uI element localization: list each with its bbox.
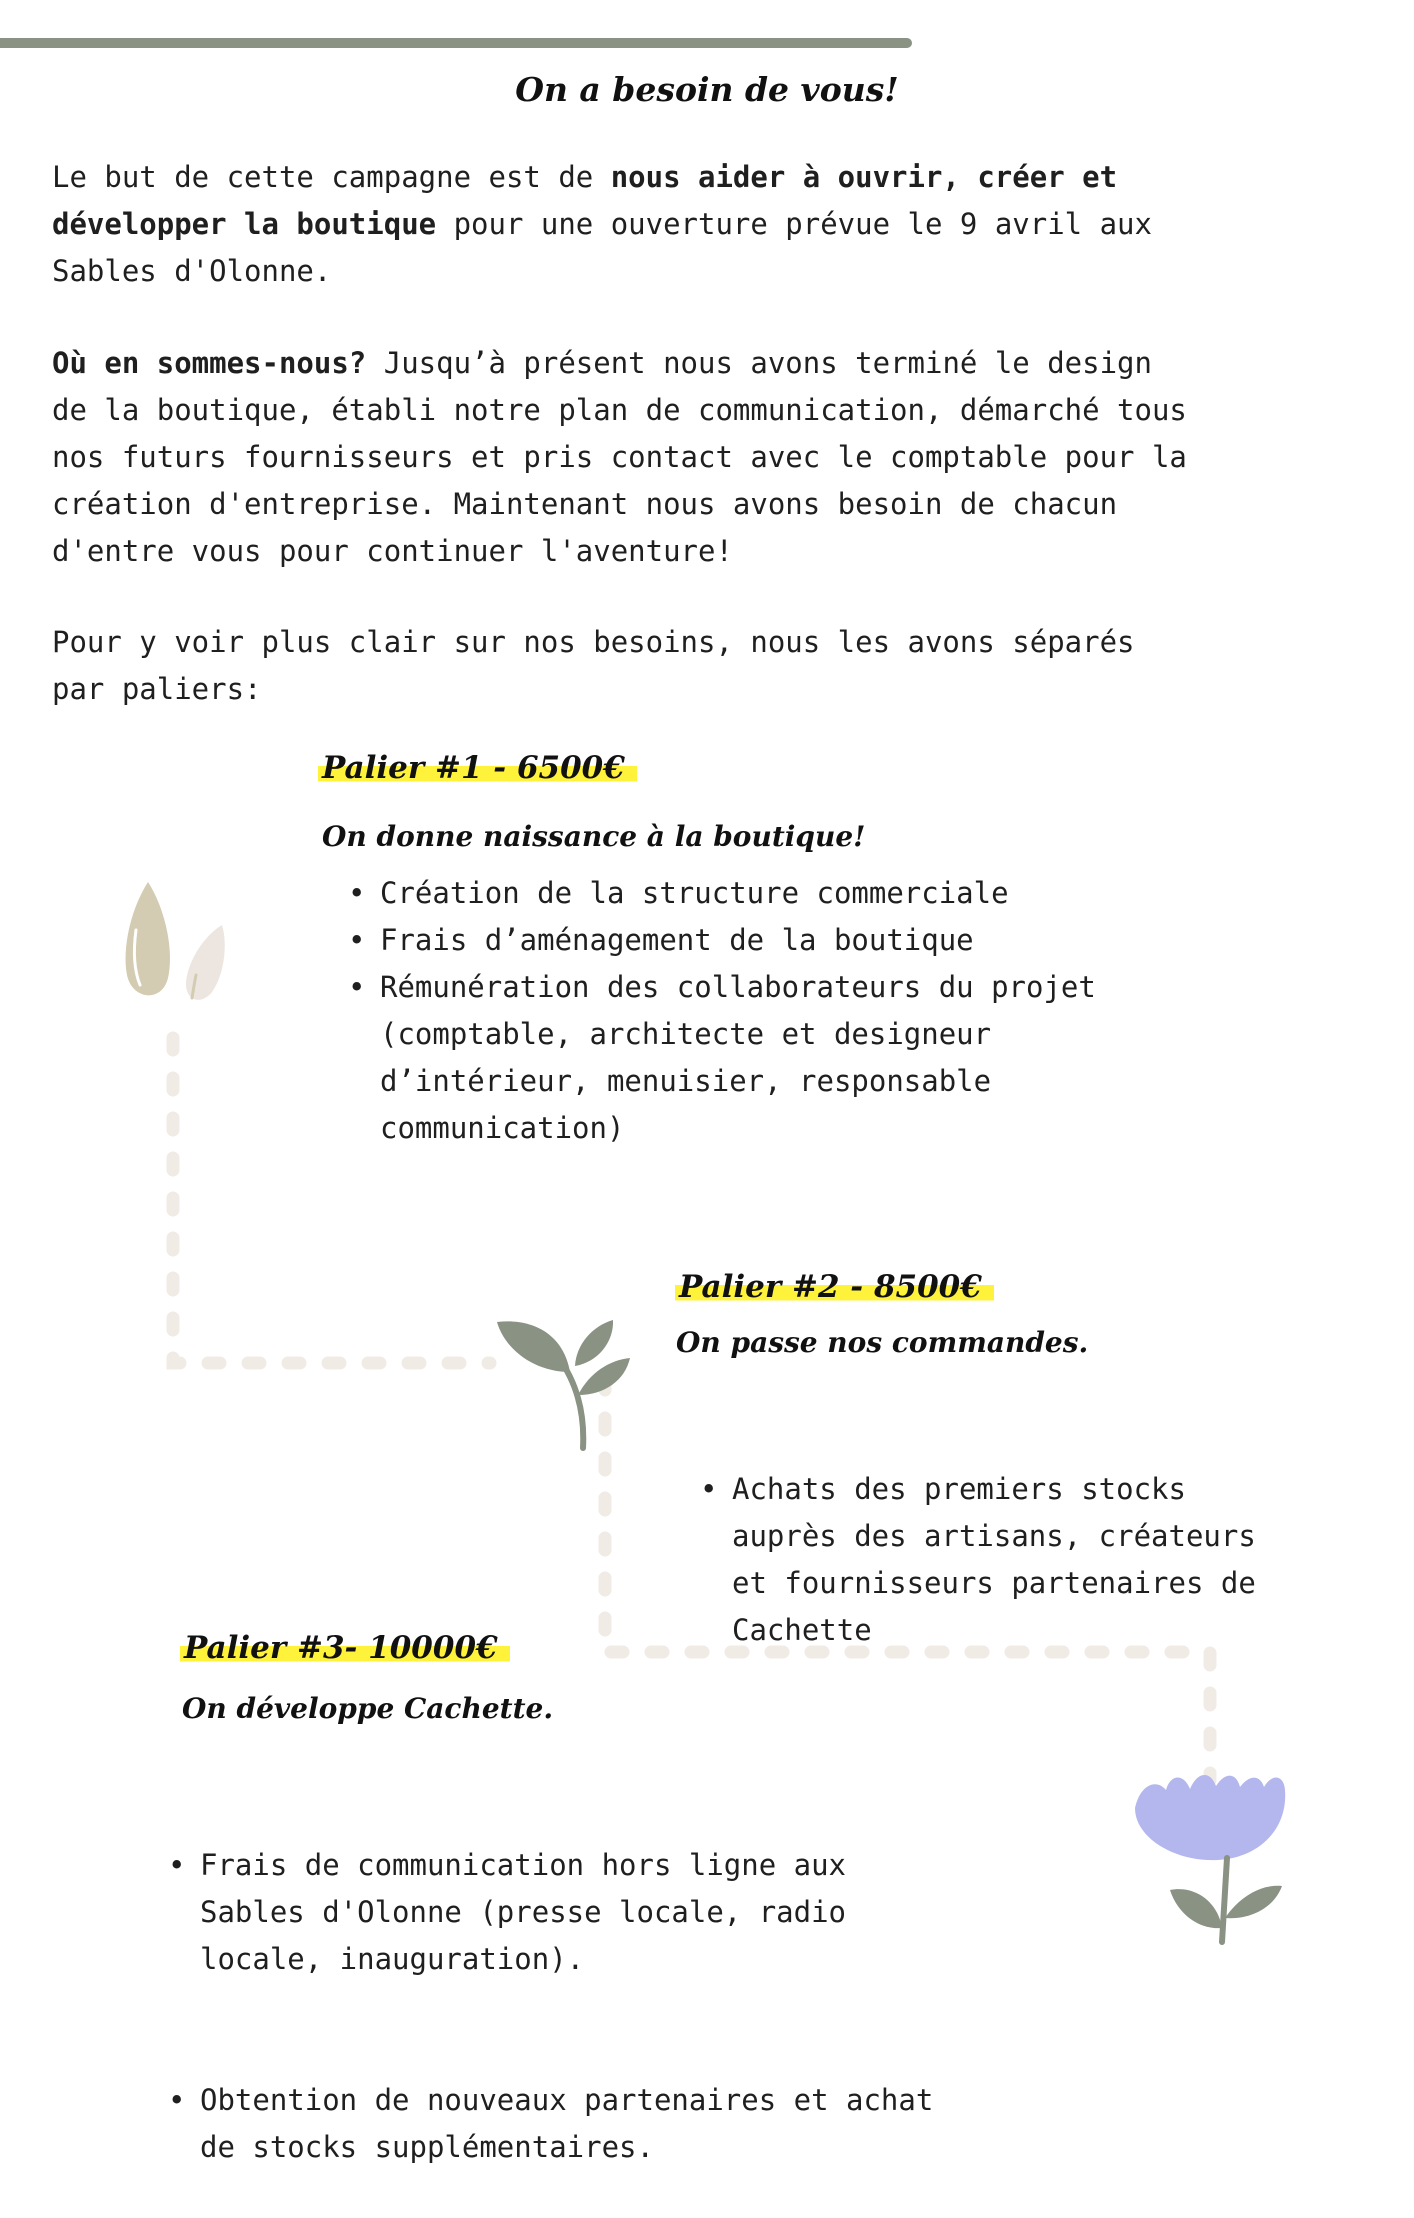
flower-icon (1135, 1775, 1285, 1942)
list-item (698, 1466, 1388, 1654)
list-item (346, 870, 1356, 917)
intro-text-2: pour une ouverture prévue le 9 avril aux Sables d'Olonne. (52, 207, 1152, 288)
needs-paragraph: Pour y voir plus clair sur nos besoins, nous les avons séparés par paliers: (52, 625, 1135, 706)
tier-1-title (318, 750, 637, 786)
tier-3-list (166, 1748, 1066, 2218)
tier-2-title-text: Palier #2 - 8500€ (675, 1269, 994, 1305)
list-item-text: Frais de communication hors ligne aux Sables d'Olonne (presse locale, radio locale, inauguration). (200, 1848, 847, 1976)
tier-3-title (180, 1630, 510, 1666)
list-item-text: Frais d’aménagement de la boutique (380, 923, 974, 957)
tier-3-title-text: Palier #3- 10000€ (180, 1630, 510, 1666)
list-item (346, 964, 1356, 1152)
seed-icon (126, 882, 225, 1000)
list-item-text: Achats des premiers stocks auprès des artisans, créateurs et fournisseurs partenaires de Cachette (732, 1472, 1256, 1647)
tier-2-subtitle: On passe nos commandes. (676, 1326, 1089, 1359)
list-item-text: Obtention de nouveaux partenaires et achat de stocks supplémentaires. (200, 2083, 934, 2164)
list-item (166, 1842, 1066, 1983)
tier-2-title (675, 1269, 994, 1305)
tier-2-list (698, 1372, 1388, 1701)
list-item-text: Rémunération des collaborateurs du projet (comptable, architecte et designeur d’intérieur, menuisier, responsable communication) (380, 970, 1096, 1145)
list-item (166, 2077, 1066, 2171)
tier-1-title-text: Palier #1 - 6500€ (318, 750, 637, 786)
intro-text-1: Le but de cette campagne est de (52, 160, 611, 194)
tier-1-list (346, 870, 1356, 1152)
intro-bold: nous aider à ouvrir, créer et développer la boutique (52, 160, 1118, 241)
progress-text: Jusqu’à présent nous avons terminé le design de la boutique, établi notre plan de communication, démarché tous nos futurs fournisseurs et pris contact avec le comptable pour la création d'entreprise. Maintenant nous avons besoin de chacun d'entre vous pour continuer l'aventure! (52, 346, 1187, 568)
list-item (346, 917, 1356, 964)
progress-bold: Où en sommes-nous? (52, 346, 367, 380)
tier-3-subtitle: On développe Cachette. (182, 1692, 554, 1725)
tier-1-subtitle: On donne naissance à la boutique! (322, 820, 866, 853)
page-title: On a besoin de vous! (515, 70, 899, 109)
list-item-text: Création de la structure commerciale (380, 876, 1009, 910)
